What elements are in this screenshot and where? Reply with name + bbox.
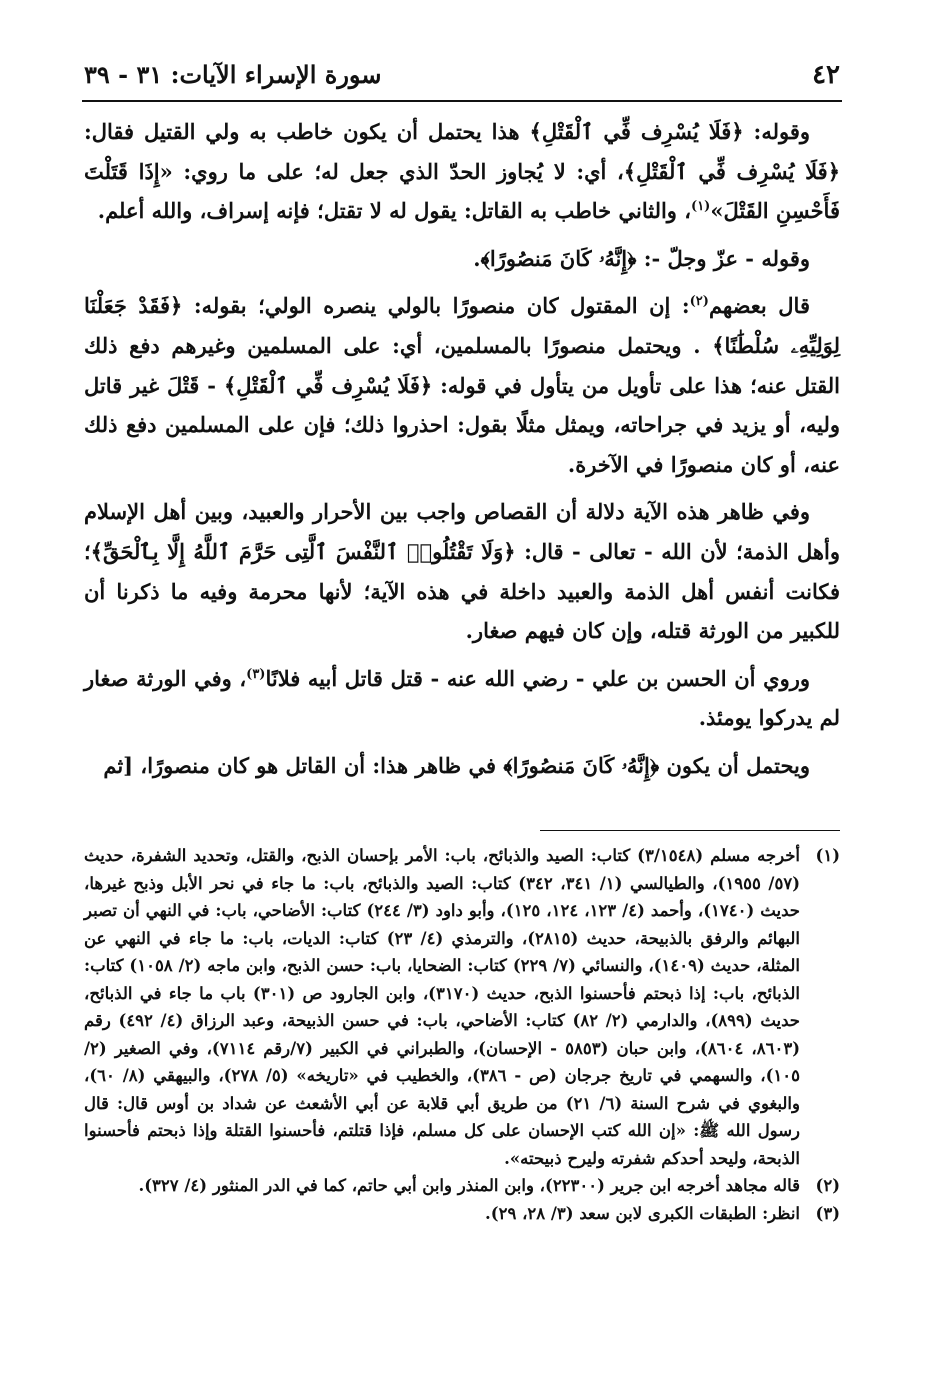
main-text xyxy=(84,112,840,794)
footnote-ref: (٢) xyxy=(689,294,709,310)
footnote xyxy=(84,1200,840,1228)
paragraph xyxy=(84,659,840,738)
paragraph-text: وروي أن الحسن بن علي - رضي الله عنه - قتل قاتل أبيه فلانًا xyxy=(265,665,810,691)
paragraph xyxy=(84,286,840,484)
page-number: ٤٢ xyxy=(812,60,840,90)
paragraph xyxy=(84,112,840,231)
footnote-number: (٣) xyxy=(815,1203,840,1223)
paragraph xyxy=(84,492,840,650)
footnote-number: (٢) xyxy=(815,1176,840,1195)
paragraph-text: : إن المقتول كان منصورًا بالولي ينصره الولي؛ بقوله: ﴿فَقَدْ جَعَلْنَا لِوَلِيِّهِۦ سُلْطَٰنًا﴾ . ويحتمل منصورًا بالمسلمين، أي: على المسلمين وغيرهم دفع ذلك القتل عنه؛ هذا على تأويل من يتأول في قوله: ﴿فَلَا يُسْرِف فِّي ٱلْقَتْلِ﴾ - قَتْلَ غير قاتل وليه، أو يزيد في جراحاته، ويمثل مثلًا بقول: احذروا ذلك؛ فإن على المسلمين دفع ذلك عنه، أو كان منصورًا في الآخرة. xyxy=(84,293,840,477)
paragraph-text: ويحتمل أن يكون ﴿إِنَّهُۥ كَانَ مَنصُورًا﴾ في ظاهر هذا: أن القاتل هو كان منصورًا، [ثم xyxy=(103,752,810,778)
paragraph-text: وقوله - عزّ وجلّ -: ﴿إِنَّهُۥ كَانَ مَنصُورًا﴾. xyxy=(473,245,810,271)
paragraph xyxy=(84,239,840,279)
footnote-text: انظر: الطبقات الكبرى لابن سعد (٣/ ٢٨، ٢٩). xyxy=(485,1203,800,1223)
footnote-number: (١) xyxy=(815,846,840,865)
footnote xyxy=(84,1172,840,1200)
paragraph-text: وفي ظاهر هذه الآية دلالة أن القصاص واجب بين الأحرار والعبيد، وبين أهل الإسلام وأهل الذمة؛ لأن الله - تعالى - قال: ﴿وَلَا تَقْتُلُوا۟ ٱلنَّفْسَ ٱلَّتِى حَرَّمَ ٱللَّهُ إِلَّا بِٱلْحَقِّ﴾؛ فكانت أنفس أهل الذمة والعبيد داخلة في هذه الآية؛ لأنها محرمة وفيه ما ذكرنا أن للكبير من الورثة قتله، وإن كان فيهم صغار. xyxy=(84,499,840,644)
paragraph xyxy=(84,746,840,786)
footnote-ref: (١) xyxy=(691,199,711,215)
running-title: سورة الإسراء الآيات: ٣١ - ٣٩ xyxy=(84,60,382,89)
footnotes xyxy=(84,842,840,1227)
paragraph-text: ، وفي الورثة صغار لم يدركوا يومئذ. xyxy=(84,665,840,731)
paragraph-text: ، والثاني خاطب به القاتل: يقول له لا تقتل؛ فإنه إسراف، والله أعلم. xyxy=(97,198,692,224)
page-header xyxy=(84,58,840,94)
paragraph-text: وقوله: ﴿فَلَا يُسْرِف فِّي ٱلْقَتْلِ﴾ هذا يحتمل أن يكون خاطب به ولي القتيل فقال: ﴿فَلَا يُسْرِف فِّي ٱلْقَتْلِ﴾، أي: لا يُجاوز الحدّ الذي جعل له؛ على ما روي: «إِذَا قَتَلْتَ فَأَحْسِنِ القَتْلَ» xyxy=(84,119,840,224)
footnote-text: أخرجه مسلم (٣/١٥٤٨) كتاب: الصيد والذبائح، باب: الأمر بإحسان الذبح، والقتل، وتحديد الشفرة، حديث (٥٧/ ١٩٥٥)، والطيالسي (١/ ٣٤١، ٣٤٢) كتاب: الصيد والذبائح، باب: ما جاء في نحر الأبل وذبح غيرها، حديث (١٧٤٠)، وأحمد (٤/ ١٢٣، ١٢٤، ١٢٥)، وأبو داود (٣/ ٢٤٤) كتاب: الأضاحي، باب: في النهي أن تصبر البهائم والرفق بالذبيحة، حديث (٢٨١٥)، والترمذي (٤/ ٢٣) كتاب: الديات، باب: ما جاء في النهي عن المثلة، حديث (١٤٠٩)، والنسائي (٧/ ٢٢٩) كتاب: الضحايا، باب: حسن الذبح، وابن ماجه (٢/ ١٠٥٨) كتاب: الذبائح، باب: إذا ذبحتم فأحسنوا الذبح، حديث (٣١٧٠)، وابن الجارود ص (٣٠١) باب ما جاء في الذبائح، حديث (٨٩٩)، والدارمي (٢/ ٨٢) كتاب: الأضاحي، باب: في حسن الذبيحة، وعبد الرزاق (٤/ ٤٩٢) رقم (٨٦٠٣، ٨٦٠٤)، وابن حبان (٥٨٥٣ - الإحسان)، والطبراني في الكبير (٧/رقم ٧١١٤)، وفي الصغير (٢/ ١٠٥)، والسهمي في تاريخ جرجان (ص - ٣٨٦)، والخطيب في «تاريخه» (٥/ ٢٧٨)، والبيهقي (٨/ ٦٠)، والبغوي في شرح السنة (٦/ ٢١) من طريق أبي قلابة عن أبي الأشعث عن شداد بن أوس قال: قال رسول الله ﷺ: «إن الله كتب الإحسان على كل مسلم، فإذا قتلتم، فأحسنوا القتلة وإذا ذبحتم فأحسنوا الذبحة، وليحد أحدكم شفرته وليرح ذبيحته». xyxy=(84,846,801,1168)
footnote-separator xyxy=(540,830,840,831)
footnote-text: قاله مجاهد أخرجه ابن جرير (٢٢٣٠٠)، وابن المنذر وابن أبي حاتم، كما في الدر المنثور (٤/ ٣٢٧). xyxy=(138,1176,800,1195)
paragraph-text: قال بعضهم xyxy=(708,293,810,319)
footnote-ref: (٣) xyxy=(246,666,266,682)
header-rule xyxy=(82,100,842,102)
footnote xyxy=(84,842,840,1172)
